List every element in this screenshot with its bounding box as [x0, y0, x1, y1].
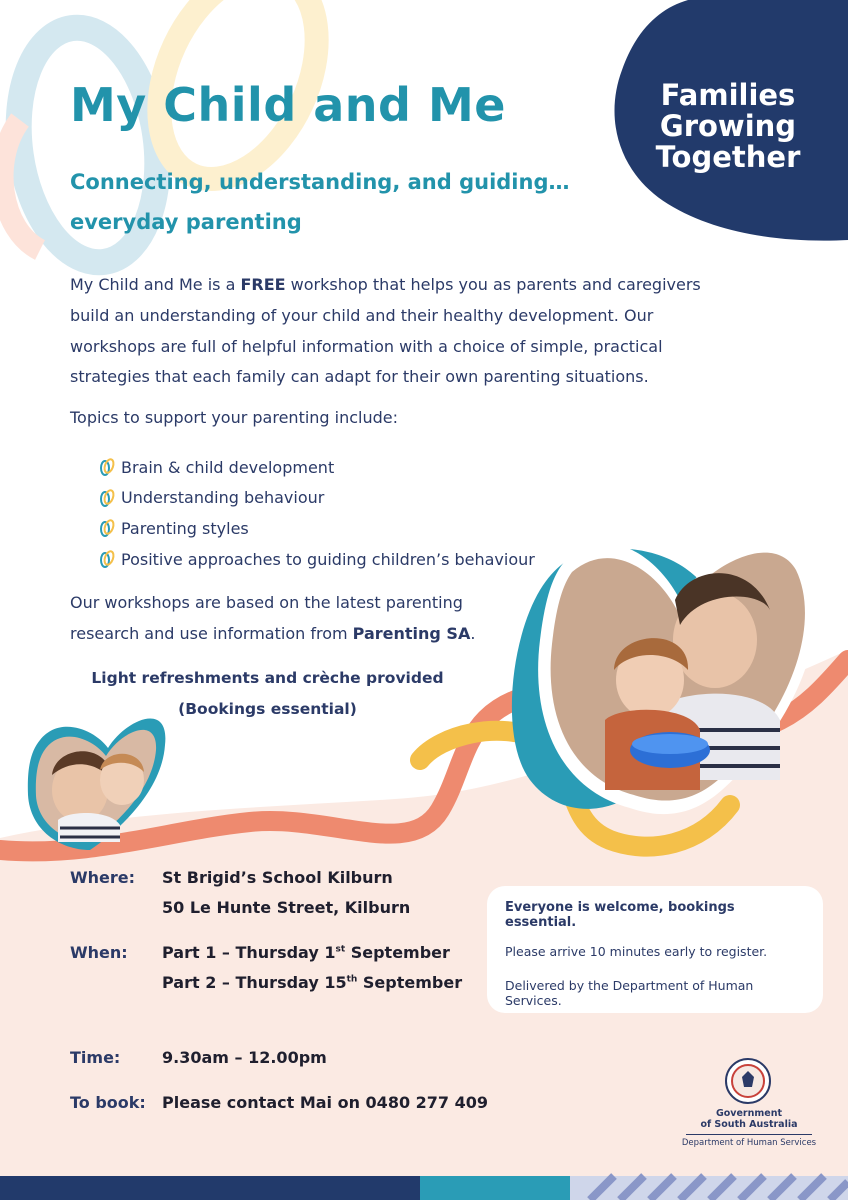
when-line-1-ordinal: st: [335, 944, 346, 955]
where-label: Where:: [70, 868, 136, 887]
footer-stripe-teal: [420, 1176, 590, 1200]
topic-label: Parenting styles: [121, 518, 249, 538]
gov-line-2: of South Australia: [700, 1119, 798, 1130]
info-card: [487, 886, 823, 1013]
when-line-1-text: Part 1 – Thursday 1: [162, 943, 336, 962]
intro-text-part-2: workshop that helps you as parents and caregivers build an understanding of your child and their healthy development. Our workshops are full of helpful information with a choice of simple, practical strategies that each family can adapt for their own parenting situations.: [70, 275, 701, 387]
refreshments-line-2: (Bookings essential): [178, 699, 357, 718]
crest-spacer: [680, 1058, 818, 1108]
when-line-2: [162, 973, 462, 992]
refreshments-line-1: Light refreshments and crèche provided: [91, 669, 444, 687]
time-label: Time:: [70, 1048, 121, 1067]
topic-label: Understanding behaviour: [121, 488, 325, 508]
research-text-part-2: .: [470, 623, 476, 643]
loop-bullet-icon: [98, 488, 116, 508]
info-delivered-by: Delivered by the Department of Human Services.: [505, 978, 754, 1008]
where-line-2: 50 Le Hunte Street, Kilburn: [162, 898, 411, 917]
intro-text-part-1: My Child and Me is a: [70, 275, 241, 294]
gov-line-1: Government: [715, 1108, 783, 1119]
page-subtitle: [70, 162, 570, 242]
list-item: [98, 452, 535, 483]
research-paragraph: [70, 588, 510, 649]
subtitle-line-1: Connecting, understanding, and guiding…: [70, 170, 570, 194]
subtitle-line-2: everyday parenting: [70, 210, 302, 234]
when-line-2-ordinal: th: [346, 974, 358, 985]
intro-free-emphasis: FREE: [240, 275, 286, 294]
book-value: Please contact Mai on 0480 277 409: [162, 1093, 489, 1112]
brand-logo-text: [628, 80, 828, 173]
research-text-part-1: Our workshops are based on the latest parenting research and use information from: [70, 593, 463, 643]
page-title: My Child and Me: [70, 78, 506, 132]
list-item: [98, 483, 535, 514]
info-arrive-early: Please arrive 10 minutes early to register.: [505, 944, 768, 959]
topics-heading: Topics to support your parenting include:: [70, 408, 399, 427]
loop-bullet-icon: [98, 457, 116, 477]
brand-line-3: Together: [655, 140, 801, 174]
gov-divider: [686, 1134, 812, 1135]
list-item: [98, 513, 535, 544]
intro-paragraph: [70, 270, 740, 393]
research-source: Parenting SA: [352, 623, 471, 643]
when-line-2-text: Part 2 – Thursday 15: [162, 973, 347, 992]
refreshments-note: [80, 663, 455, 724]
info-welcome: Everyone is welcome, bookings essential.: [505, 900, 735, 930]
topic-label: Brain & child development: [121, 457, 335, 477]
when-label: When:: [70, 943, 128, 962]
loop-bullet-icon: [98, 518, 116, 538]
time-value: 9.30am – 12.00pm: [162, 1048, 327, 1067]
where-line-1: St Brigid’s School Kilburn: [162, 868, 393, 887]
gov-department: Department of Human Services: [681, 1138, 817, 1148]
list-item: [98, 544, 535, 575]
footer-stripe-navy: [0, 1176, 420, 1200]
government-logo: [680, 1058, 818, 1148]
brand-line-1: Families: [660, 78, 796, 112]
loop-bullet-icon: [98, 549, 116, 569]
topics-list: [98, 452, 535, 574]
when-line-1: [162, 943, 450, 962]
book-label: To book:: [70, 1093, 146, 1112]
when-line-1-month: September: [345, 943, 450, 962]
when-line-2-month: September: [357, 973, 463, 992]
topic-label: Positive approaches to guiding children’s behaviour: [121, 549, 535, 569]
brand-line-2: Growing: [659, 109, 797, 143]
